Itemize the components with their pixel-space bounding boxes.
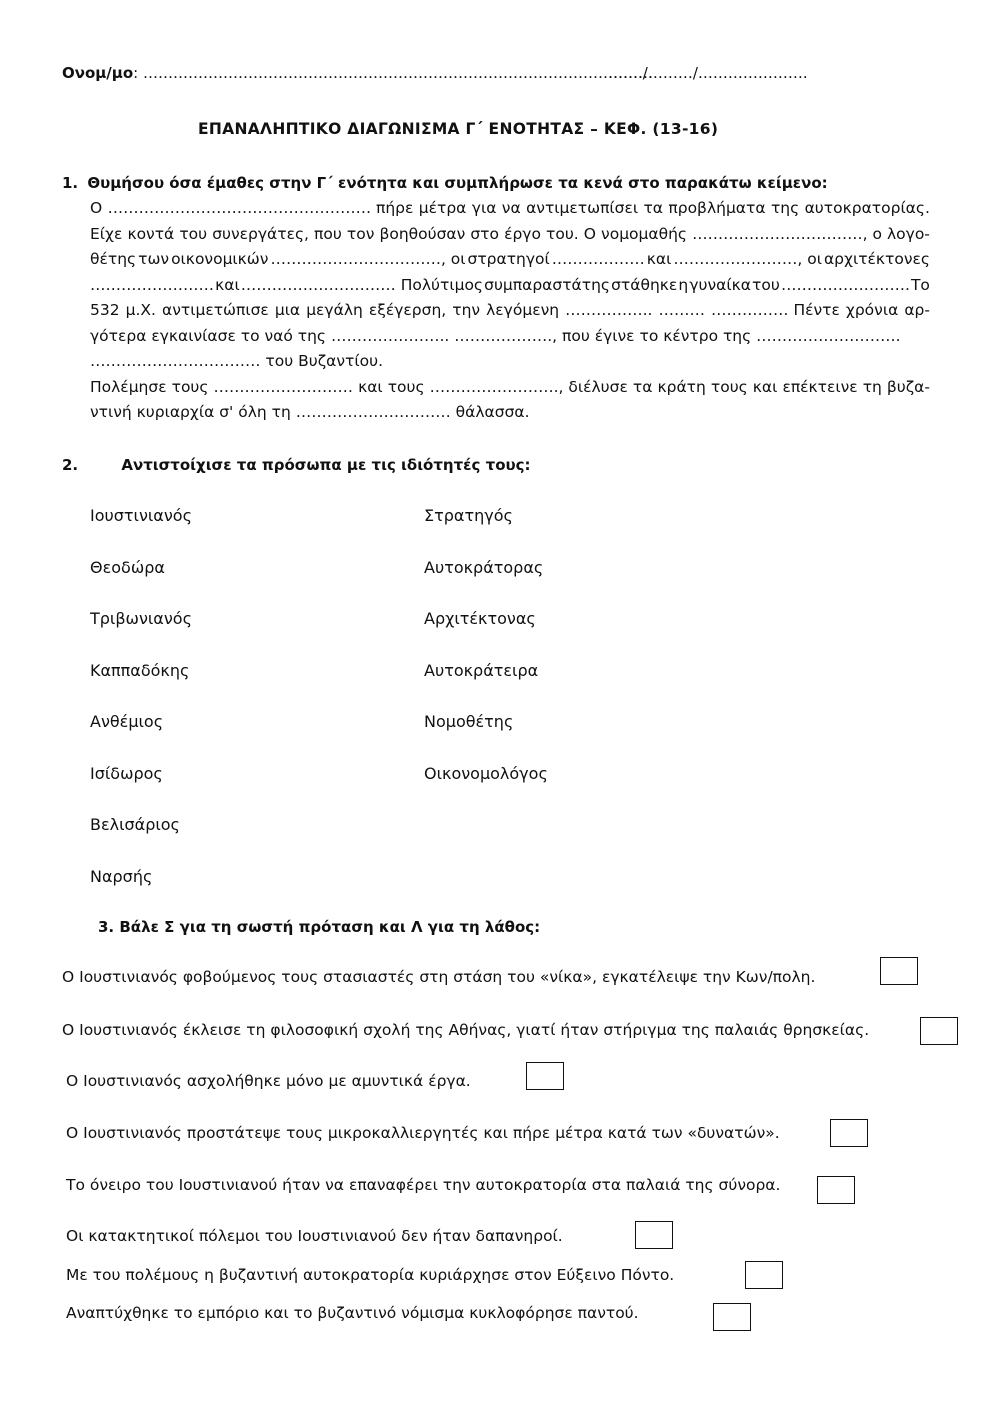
role-item: Αρχιτέκτονας	[424, 609, 536, 628]
statement-text: Με του πολέμους η βυζαντινή αυτοκρατορία κυριάρχησε στον Εύξεινο Πόντο.	[66, 1266, 675, 1284]
q1-word: 532	[90, 301, 120, 319]
q1-word: Το	[910, 275, 930, 294]
q1-word: αρ-	[904, 301, 930, 319]
person-item: Τριβωνιανός	[90, 609, 192, 628]
q1-word: …………………………… του Βυζαντίου.	[90, 352, 384, 370]
q1-word: των	[138, 250, 170, 268]
q1-word: Ο	[90, 199, 103, 217]
q1-word: κράτη	[657, 377, 706, 396]
role-item: Νομοθέτης	[424, 712, 514, 731]
q1-word: και	[646, 250, 672, 268]
q1-word: μια	[274, 301, 301, 319]
name-field-row	[62, 64, 653, 82]
date-blank[interactable]: ……./………/………………….	[608, 64, 808, 82]
answer-box[interactable]	[817, 1176, 855, 1204]
q1-text-line	[90, 400, 930, 426]
q1-word: τους	[171, 377, 209, 396]
q1-word: αρχιτέκτονες	[823, 250, 930, 268]
q1-word: εξέγερση,	[368, 301, 447, 319]
q1-word: του	[179, 224, 208, 243]
q1-text-line	[90, 298, 930, 324]
q1-word: …………………….	[780, 275, 910, 294]
q1-word: Πολέμησε	[90, 377, 167, 396]
q1-word: γυναίκα	[689, 275, 751, 294]
q1-text-line	[90, 222, 930, 248]
q1-heading-text: Θυμήσου όσα έμαθες στην Γ΄ ενότητα και συμπλήρωσε τα κενά στο παρακάτω κείμενο:	[87, 174, 828, 192]
q1-word: ……………………	[90, 275, 214, 294]
q1-number: 1.	[62, 174, 79, 192]
q1-text-line	[90, 196, 930, 222]
q1-word: της	[770, 199, 800, 217]
role-item: Αυτοκράτορας	[424, 557, 544, 577]
role-item: Στρατηγός	[424, 506, 513, 525]
q1-word: τους	[710, 377, 748, 396]
q1-word: τον	[346, 224, 375, 243]
q1-word: τα	[643, 199, 664, 217]
q1-text-line	[90, 324, 930, 350]
q1-word: που	[314, 224, 342, 243]
q1-word: αντιμετωπίσει	[526, 199, 639, 217]
q1-word: γότερα εγκαινίασε το ναό της ………………….. ………………., που έγινε το κέντρο της ……………………….	[90, 326, 901, 345]
q1-word: του.	[546, 224, 579, 243]
name-label: Ονομ/μο	[62, 64, 134, 82]
q1-word: βοηθούσαν	[379, 224, 466, 243]
q1-word: ………	[658, 301, 705, 319]
q1-word: στρατηγοί	[467, 250, 550, 268]
answer-box[interactable]	[880, 957, 918, 985]
q1-word: νομομαθής	[601, 224, 688, 243]
answer-box[interactable]	[920, 1017, 958, 1045]
q1-word: τα	[632, 377, 653, 396]
person-item: Ιουστινιανός	[90, 506, 192, 525]
q1-text-line	[90, 375, 930, 401]
q3-heading: 3. Βάλε Σ για τη σωστή πρόταση και Λ για τη λάθος:	[98, 918, 541, 936]
q1-word: και	[358, 377, 383, 396]
q2-heading	[62, 456, 531, 474]
q1-text-line	[90, 247, 930, 273]
q1-text-line	[90, 349, 930, 375]
q1-word: συνεργάτες,	[212, 224, 309, 243]
statement-text: Ο Ιουστινιανός προστάτεψε τους μικροκαλλιεργητές και πήρε μέτρα κατά των «δυνατών».	[66, 1124, 780, 1142]
q1-word: Ο	[583, 224, 596, 243]
q1-word: ……………..	[565, 301, 653, 319]
q1-word: κοντά	[127, 224, 175, 243]
q1-fill-text	[90, 196, 930, 426]
q1-word: επέκτεινε	[782, 377, 858, 396]
role-item: Οικονομολόγος	[424, 763, 548, 783]
q1-word: λογο-	[887, 224, 930, 243]
q1-word: τη	[862, 377, 882, 396]
q1-word: αυτοκρατορίας.	[804, 199, 930, 217]
person-item: Ανθέμιος	[90, 712, 164, 731]
q1-word: …………… Πέντε	[711, 301, 840, 319]
q1-word: τους	[387, 377, 425, 396]
q1-word: και	[215, 275, 240, 294]
q1-word: ……………………………, οι	[270, 250, 466, 268]
person-item: Καππαδόκης	[90, 660, 190, 680]
statement-text: Το όνειρο του Ιουστινιανού ήταν να επαναφέρει την αυτοκρατορία στα παλαιά της σύνορα.	[66, 1176, 781, 1194]
q1-word: ………………………	[213, 377, 354, 396]
q1-word: ……………………………, ο	[692, 224, 882, 243]
q1-word: χρόνια	[845, 301, 899, 319]
q1-word: μεγάλη	[306, 301, 363, 319]
q1-word: την	[452, 301, 481, 319]
q1-word: ………………………… Πολύτιμος	[240, 275, 484, 294]
q1-word: συμπαραστάτης	[484, 275, 611, 294]
q1-word: …………………………………………… πήρε	[107, 199, 414, 217]
q1-word: οικονομικών	[171, 250, 269, 268]
q1-word: βυζα-	[886, 377, 930, 396]
statement-text: Ο Ιουστινιανός έκλεισε τη φιλοσοφική σχολή της Αθήνας, γιατί ήταν στήριγμα της παλαιάς θρησκείας.	[62, 1021, 870, 1039]
statement-text: Αναπτύχθηκε το εμπόριο και το βυζαντινό νόμισμα κυκλοφόρησε παντού.	[66, 1304, 639, 1322]
q1-word: και	[752, 377, 778, 396]
answer-box[interactable]	[745, 1261, 783, 1289]
q1-word: μέτρα	[418, 199, 467, 217]
q2-heading-text: Αντιστοίχισε τα πρόσωπα με τις ιδιότητές τους:	[121, 456, 531, 474]
person-item: Ισίδωρος	[90, 763, 163, 783]
q1-word: ……………………., διέλυσε	[429, 377, 628, 396]
name-blank[interactable]: : …………………………………………………………………………………………	[133, 64, 653, 82]
q1-text-line	[90, 273, 930, 299]
answer-box[interactable]	[830, 1119, 868, 1147]
q1-word: ……………………, οι	[673, 250, 822, 268]
statement-text: Ο Ιουστινιανός φοβούμενος τους στασιαστές στη στάση του «νίκα», εγκατέλειψε την Κων/πολη.	[62, 968, 816, 986]
answer-box[interactable]	[526, 1062, 564, 1090]
role-item: Αυτοκράτειρα	[424, 660, 539, 680]
person-item: Βελισάριος	[90, 815, 180, 834]
q2-number: 2.	[62, 456, 79, 474]
q1-word: για	[471, 199, 497, 217]
page-title: ΕΠΑΝΑΛΗΠΤΙΚΟ ΔΙΑΓΩΝΙΣΜΑ Γ΄ ΕΝΟΤΗΤΑΣ – ΚΕΦ. (13-16)	[198, 120, 719, 138]
q1-word: ………………	[551, 250, 645, 268]
q1-word: Είχε	[90, 224, 123, 243]
q1-word: ντινή κυριαρχία σ' όλη τη ………………………… θάλασσα.	[90, 403, 530, 421]
q1-word: θέτης	[90, 250, 137, 268]
person-item: Ναρσής	[90, 866, 153, 886]
q1-word: μ.Χ.	[125, 301, 156, 319]
q1-word: έργο	[504, 224, 541, 243]
q1-word: στο	[470, 224, 499, 243]
q1-word: αντιμετώπισε	[162, 301, 269, 319]
q1-word: η	[678, 275, 689, 294]
q1-heading	[62, 174, 828, 192]
q1-word: στάθηκε	[611, 275, 678, 294]
q1-word: προβλήματα	[668, 199, 766, 217]
statement-text: Οι κατακτητικοί πόλεμοι του Ιουστινιανού δεν ήταν δαπανηροί.	[66, 1227, 563, 1245]
q1-word: λεγόμενη	[486, 301, 560, 319]
person-item: Θεοδώρα	[90, 557, 165, 577]
q1-word: να	[501, 199, 521, 217]
answer-box[interactable]	[635, 1221, 673, 1249]
statement-text: Ο Ιουστινιανός ασχολήθηκε μόνο με αμυντικά έργα.	[66, 1072, 471, 1090]
answer-box[interactable]	[713, 1303, 751, 1331]
q1-word: του	[752, 275, 780, 294]
